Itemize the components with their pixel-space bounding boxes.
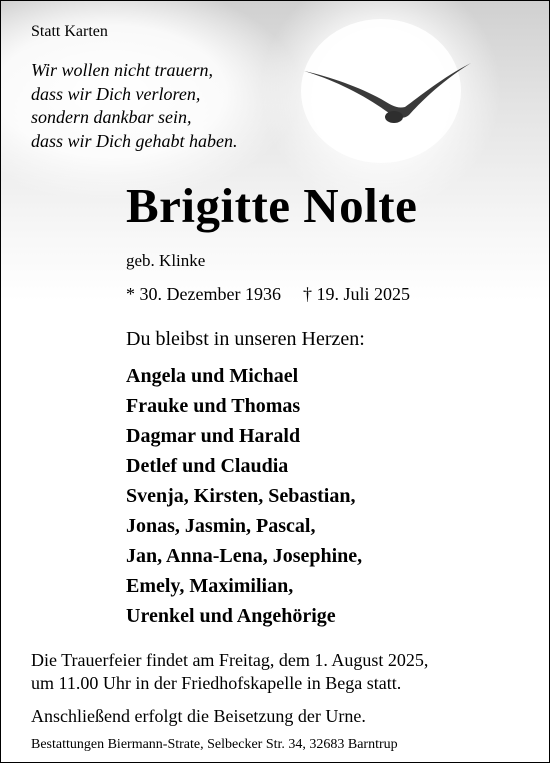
ceremony-line: Die Trauerfeier findet am Freitag, dem 1. August 2025, (31, 650, 429, 670)
death-date: † 19. Juli 2025 (302, 284, 410, 304)
deceased-name: Brigitte Nolte (126, 178, 418, 233)
life-dates (126, 284, 410, 305)
mourner-line: Dagmar und Harald (126, 425, 301, 447)
mourners-list (126, 361, 362, 631)
ceremony-line: um 11.00 Uhr in der Friedhofskapelle in Bega statt. (31, 673, 402, 693)
mourner-line: Emely, Maximilian, (126, 575, 294, 597)
mourner-line: Svenja, Kirsten, Sebastian, (126, 485, 356, 507)
poem-line: Wir wollen nicht trauern, (31, 60, 213, 80)
mourner-line: Angela und Michael (126, 365, 299, 387)
ceremony-info (31, 649, 428, 695)
mourner-line: Jonas, Jasmin, Pascal, (126, 515, 316, 537)
poem-line: dass wir Dich verloren, (31, 83, 201, 104)
birth-name: geb. Klinke (126, 251, 206, 270)
poem-line: dass wir Dich gehabt haben. (31, 130, 238, 151)
dedication-text: Du bleibst in unseren Herzen: (126, 328, 365, 350)
poem-line: sondern dankbar sein, (31, 107, 192, 127)
mourner-line: Urenkel und Angehörige (126, 605, 336, 627)
poem (31, 59, 238, 153)
urn-burial-text: Anschließend erfolgt die Beisetzung der Urne. (31, 706, 366, 726)
mourner-line: Detlef und Claudia (126, 455, 289, 477)
mourner-line: Frauke und Thomas (126, 395, 301, 417)
birth-date: * 30. Dezember 1936 (126, 284, 281, 304)
header-label: Statt Karten (31, 23, 108, 40)
mourner-line: Jan, Anna-Lena, Josephine, (126, 545, 363, 567)
undertaker-info: Bestattungen Biermann-Strate, Selbecker Str. 34, 32683 Barntrup (31, 737, 398, 752)
